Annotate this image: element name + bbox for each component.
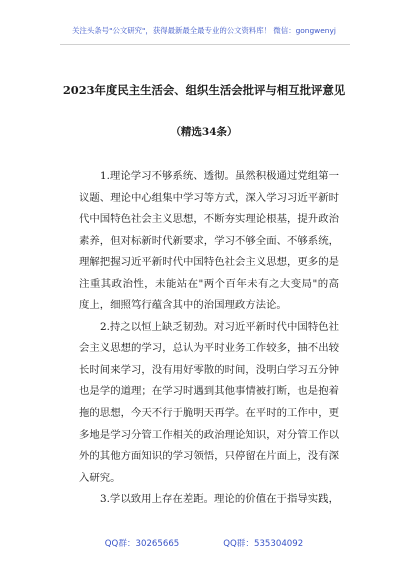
- footer-qq-group-right: QQ群：535304092: [223, 539, 304, 549]
- body-line: 素养，但对标新时代新要求，学习不够全面、不够系统，: [79, 234, 339, 247]
- body-line: 入研究。: [79, 471, 121, 484]
- body-line: 理解把握习近平新时代中国特色社会主义思想，更多的是: [79, 256, 339, 269]
- body-line: 1.理论学习不够系统、透彻。虽然积极通过党组第一: [100, 170, 339, 182]
- footer-qq-group-left: QQ群：30265665: [104, 539, 180, 549]
- document-body: [79, 166, 339, 511]
- document-subtitle: （精选34条）: [170, 126, 238, 138]
- body-line: 长时间来学习，没有用好零散的时间，没明白学习五分钟: [79, 363, 339, 376]
- footer: [0, 537, 408, 549]
- header-divider: [60, 44, 350, 45]
- body-line: 代中国特色社会主义思想，不断夯实理论根基，提升政治: [79, 213, 339, 226]
- body-line: 也是学的道理；在学习时遇到其他事情被打断，也是抱着: [79, 385, 339, 398]
- body-line: 注重其政治性，未能站在"两个百年未有之大变局"的高: [79, 277, 339, 290]
- body-line: 度上，细照笃行蕴含其中的治国理政方法论。: [79, 299, 287, 312]
- body-line: 多地是学习分管工作相关的政治理论知识，对分管工作以: [79, 428, 339, 441]
- body-line: 议题、理论中心组集中学习等方式，深入学习习近平新时: [79, 191, 339, 204]
- body-line: 3.学以致用上存在差距。理论的价值在于指导实践，: [100, 493, 339, 506]
- body-line: 拖的思想，今天不行于脆明天再学。在平时的工作中，更: [79, 407, 339, 420]
- body-line: 2.持之以恒上缺乏韧劲。对习近平新时代中国特色社: [100, 320, 339, 333]
- body-line: 会主义思想的学习，总认为平时业务工作较多，抽不出较: [79, 342, 339, 355]
- document-title: 2023年度民主生活会、组织生活会批评与相互批评意见: [62, 83, 346, 97]
- body-line: 外的其他方面知识的学习领悟，只停留在片面上，没有深: [79, 450, 339, 463]
- header-banner: 关注头条号"公文研究"，获得最新最全最专业的公文资料库！ 微信：gongwenyj: [72, 26, 336, 35]
